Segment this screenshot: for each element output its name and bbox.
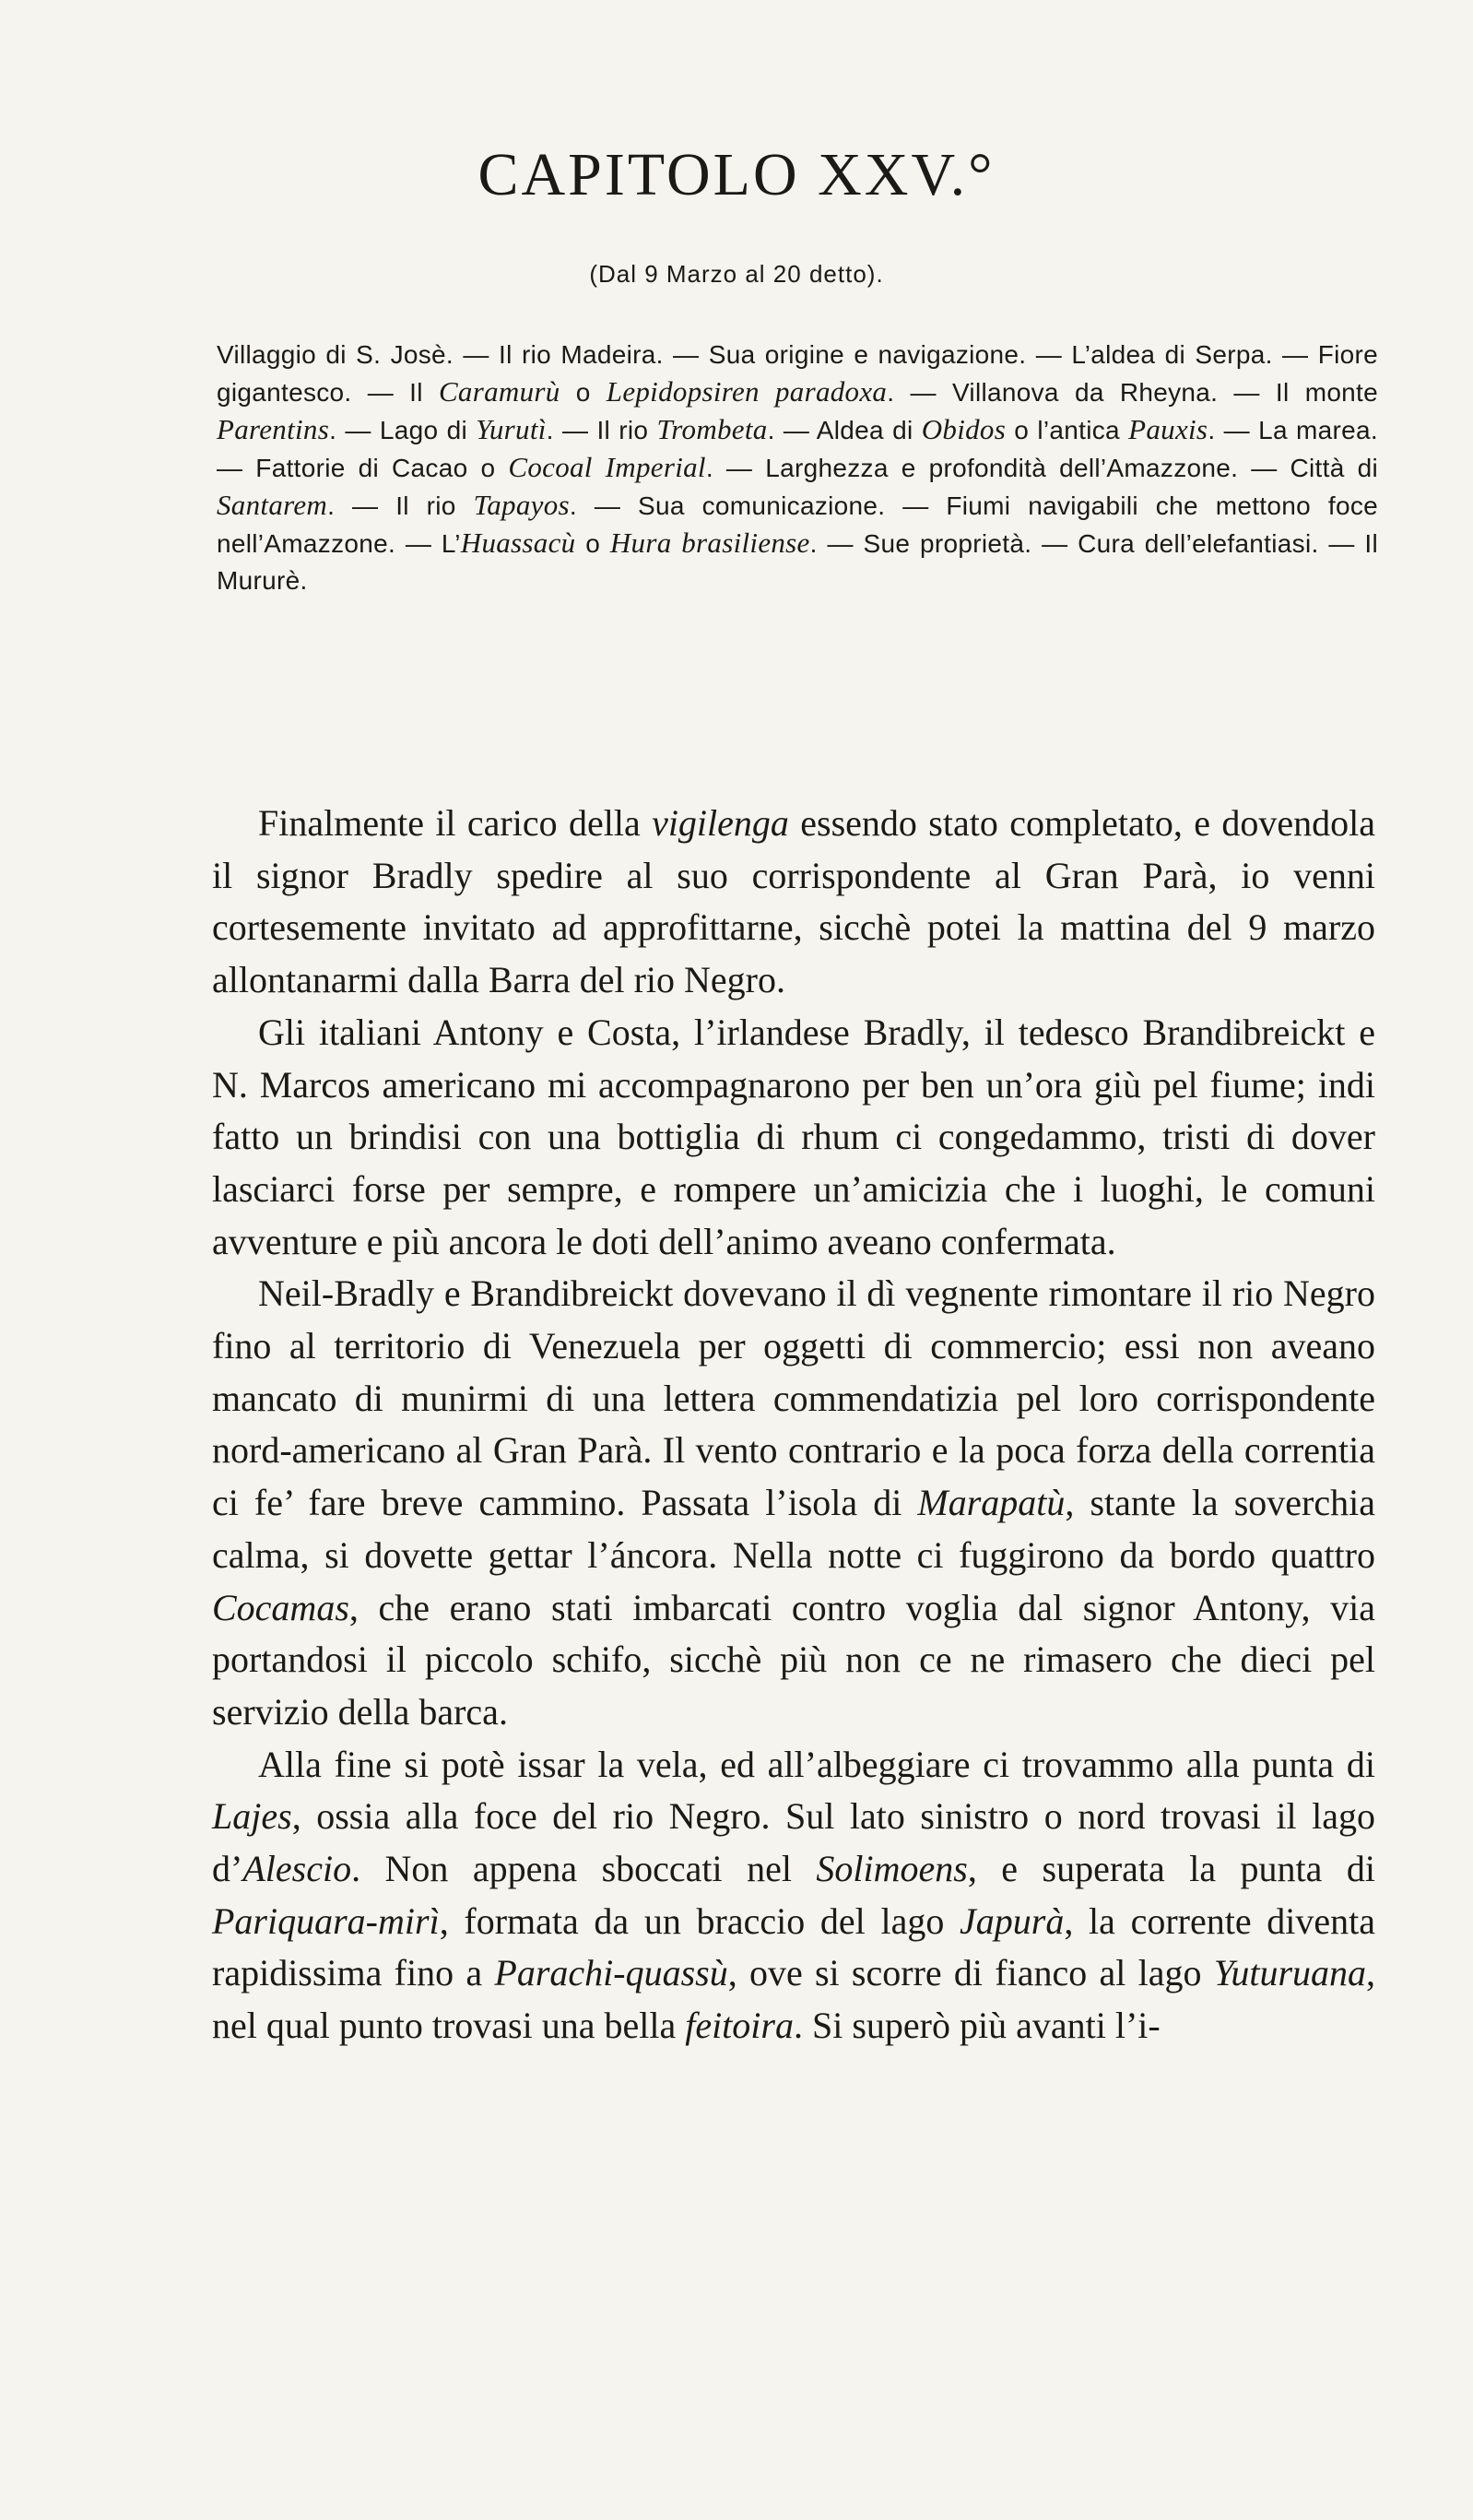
summary-italic-term: Obidos xyxy=(921,413,1007,445)
summary-text: . — Villanova da Rheyna. — Il monte xyxy=(887,378,1379,407)
summary-italic-term: Parentins xyxy=(217,413,330,445)
summary-text: o l’antica xyxy=(1006,416,1129,444)
summary-italic-term: Yurutì xyxy=(476,413,547,445)
body-paragraph: Neil-Bradly e Brandibreickt dovevano il dì vegnente rimontare il rio Negro fino al territorio di Venezuela per oggetti di commercio; essi non aveano mancato di munirmi di una lettera commendatizia pel loro corrispondente nord-americano al Gran Parà. Il vento contrario e la poca forza della correntia ci fe’ fare breve cammino. Passata l’isola di Marapatù, stante la soverchia calma, si dovette gettar l’áncora. Nella notte ci fuggirono da bordo quattro Cocamas, che erano stati imbarcati contro voglia dal signor Antony, via portandosi il piccolo schifo, sicchè più non ce ne rimasero che dieci pel servizio della barca. xyxy=(212,1272,1375,1733)
summary-italic-term: Pauxis xyxy=(1128,413,1208,445)
summary-italic-term: Tapayos xyxy=(473,489,570,521)
summary-italic-term: Hura brasiliense xyxy=(609,526,810,559)
summary-text: . — La marea. — Fattorie di Cacao o xyxy=(217,416,1378,482)
summary-text: o xyxy=(560,378,607,407)
summary-text: Villaggio di S. Josè. — Il rio Madeira. — Sua origine e navigazione. — L’aldea di Serpa. — Fiore gigantesco. — Il xyxy=(217,340,1378,407)
summary-italic-term: Trombeta xyxy=(656,413,768,445)
chapter-summary xyxy=(217,337,1378,599)
summary-italic-term: Cocoal Imperial xyxy=(508,451,706,483)
summary-text: . — Lago di xyxy=(329,416,477,444)
summary-italic-term: Caramurù xyxy=(438,375,560,408)
summary-italic-term: Santarem xyxy=(217,489,328,521)
chapter-body xyxy=(212,798,1375,2053)
chapter-date-range: (Dal 9 Marzo al 20 detto). xyxy=(589,260,884,288)
body-paragraph: Alla fine si potè issar la vela, ed all’albeggiare ci trovammo alla punta di Lajes, ossia alla foce del rio Negro. Sul lato sinistro o nord trovasi il lago d’Alescio. Non appena sboccati nel Solimoens, e superata la punta di Pariquara-mirì, formata da un braccio del lago Japurà, la corrente diventa rapidissima fino a Parachi-quassù, ove si scorre di fianco al lago Yuturuana, nel qual punto trovasi una bella feitoira. Si superò più avanti l’i- xyxy=(212,1743,1376,2047)
body-paragraph: Gli italiani Antony e Costa, l’irlandese Bradly, il tedesco Brandibreickt e N. Marcos americano mi accompagnarono per ben un’ora giù pel fiume; indi fatto un brindisi con una bottiglia di rhum ci congedammo, tristi di dover lasciarci forse per sempre, e rompere un’amicizia che i luoghi, le comuni avventure e più ancora le doti dell’animo aveano confermata. xyxy=(212,1011,1375,1262)
summary-text: . — Il rio xyxy=(327,491,474,520)
body-paragraph: Finalmente il carico della vigilenga essendo stato completato, e dovendola il signor Bradly spedire al suo corrispondente al Gran Parà, io venni cortesemente invitato ad approfittarne, sicchè potei la mattina del 9 marzo allontanarmi dalla Barra del rio Negro. xyxy=(212,802,1375,1001)
chapter-title: CAPITOLO XXV.° xyxy=(477,141,996,208)
summary-italic-term: Lepidopsiren paradoxa xyxy=(606,375,888,408)
summary-text: . — Il rio xyxy=(546,416,657,444)
summary-text: . — Larghezza e profondità dell’Amazzone. — Città di xyxy=(705,454,1378,482)
summary-text: . — Sue proprietà. — Cura dell’elefantiasi. — Il Mururè. xyxy=(217,529,1378,595)
summary-text: o xyxy=(575,529,610,558)
summary-text: . — Aldea di xyxy=(767,416,922,444)
summary-text: . — Sua comunicazione. — Fiumi navigabili che mettono foce nell’Amazzone. — L’ xyxy=(217,491,1378,558)
summary-italic-term: Huassacù xyxy=(460,526,576,559)
